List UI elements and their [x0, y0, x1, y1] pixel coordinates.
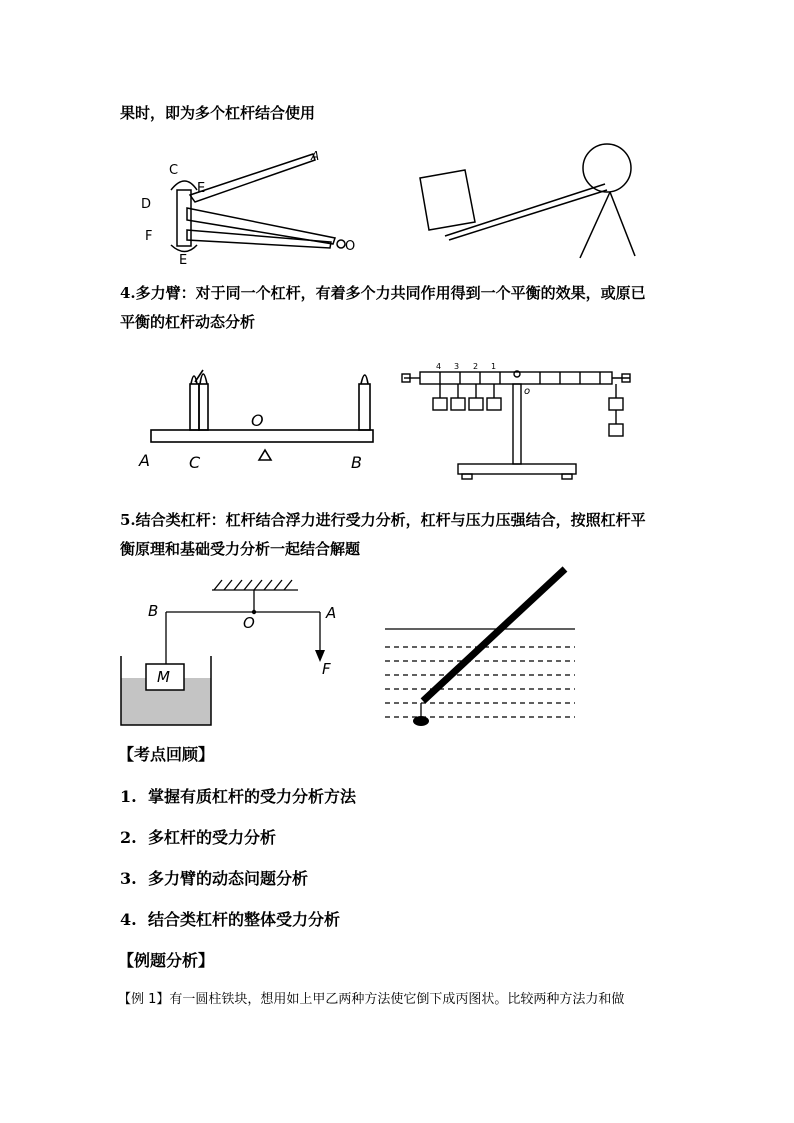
- section5-line2: 衡原理和基础受力分析一起结合解题: [120, 540, 361, 558]
- label-b: B: [148, 602, 159, 620]
- label-4: 4: [436, 362, 442, 371]
- box-pole-figure: [415, 140, 645, 260]
- example-heading: 【例题分析】: [118, 951, 215, 970]
- candle-lever-figure: [133, 360, 383, 475]
- label-o: O: [251, 411, 264, 430]
- nail-clipper-figure: [135, 149, 365, 268]
- section4-line1: 4.多力臂：对于同一个杠杆，有着多个力共同作用得到一个平衡的效果，或原已: [120, 284, 646, 302]
- balance-figure: [398, 358, 638, 483]
- label-2: 2: [473, 362, 479, 371]
- label-c: C: [169, 163, 179, 178]
- label-c: C: [189, 453, 201, 472]
- label-o: O: [243, 614, 255, 632]
- review-item: 3. 多力臂的动态问题分析: [120, 869, 309, 888]
- label-o: O: [345, 239, 356, 254]
- review-item: 2. 多杠杆的受力分析: [120, 828, 277, 847]
- intro-text: 果时，即为多个杠杆结合使用: [120, 104, 316, 122]
- label-o: o: [524, 386, 531, 397]
- label-1: 1: [491, 362, 497, 371]
- label-e-bottom: E: [179, 253, 188, 268]
- review-item: 1. 掌握有质杠杆的受力分析方法: [120, 787, 357, 806]
- review-item: 4. 结合类杠杆的整体受力分析: [120, 910, 341, 929]
- label-e-top: E: [197, 181, 206, 196]
- label-a: A: [139, 451, 150, 470]
- label-a: A: [326, 604, 337, 622]
- rod-water-figure: [383, 565, 578, 730]
- label-3: 3: [454, 362, 460, 371]
- label-a: A: [311, 149, 320, 163]
- label-m: M: [157, 668, 170, 686]
- example1-text: 【例 1】有一圆柱铁块，想用如上甲乙两种方法使它倒下成丙图状。比较两种方法力和做: [118, 992, 625, 1007]
- label-d: D: [141, 197, 152, 212]
- label-f: F: [145, 229, 153, 244]
- section4-line2: 平衡的杠杆动态分析: [120, 313, 256, 331]
- label-f: F: [322, 660, 331, 678]
- tank-lever-figure: [118, 578, 348, 728]
- label-b: B: [351, 453, 362, 472]
- section5-line1: 5.结合类杠杆：杠杆结合浮力进行受力分析，杠杆与压力压强结合，按照杠杆平: [120, 511, 646, 529]
- review-heading: 【考点回顾】: [118, 745, 215, 764]
